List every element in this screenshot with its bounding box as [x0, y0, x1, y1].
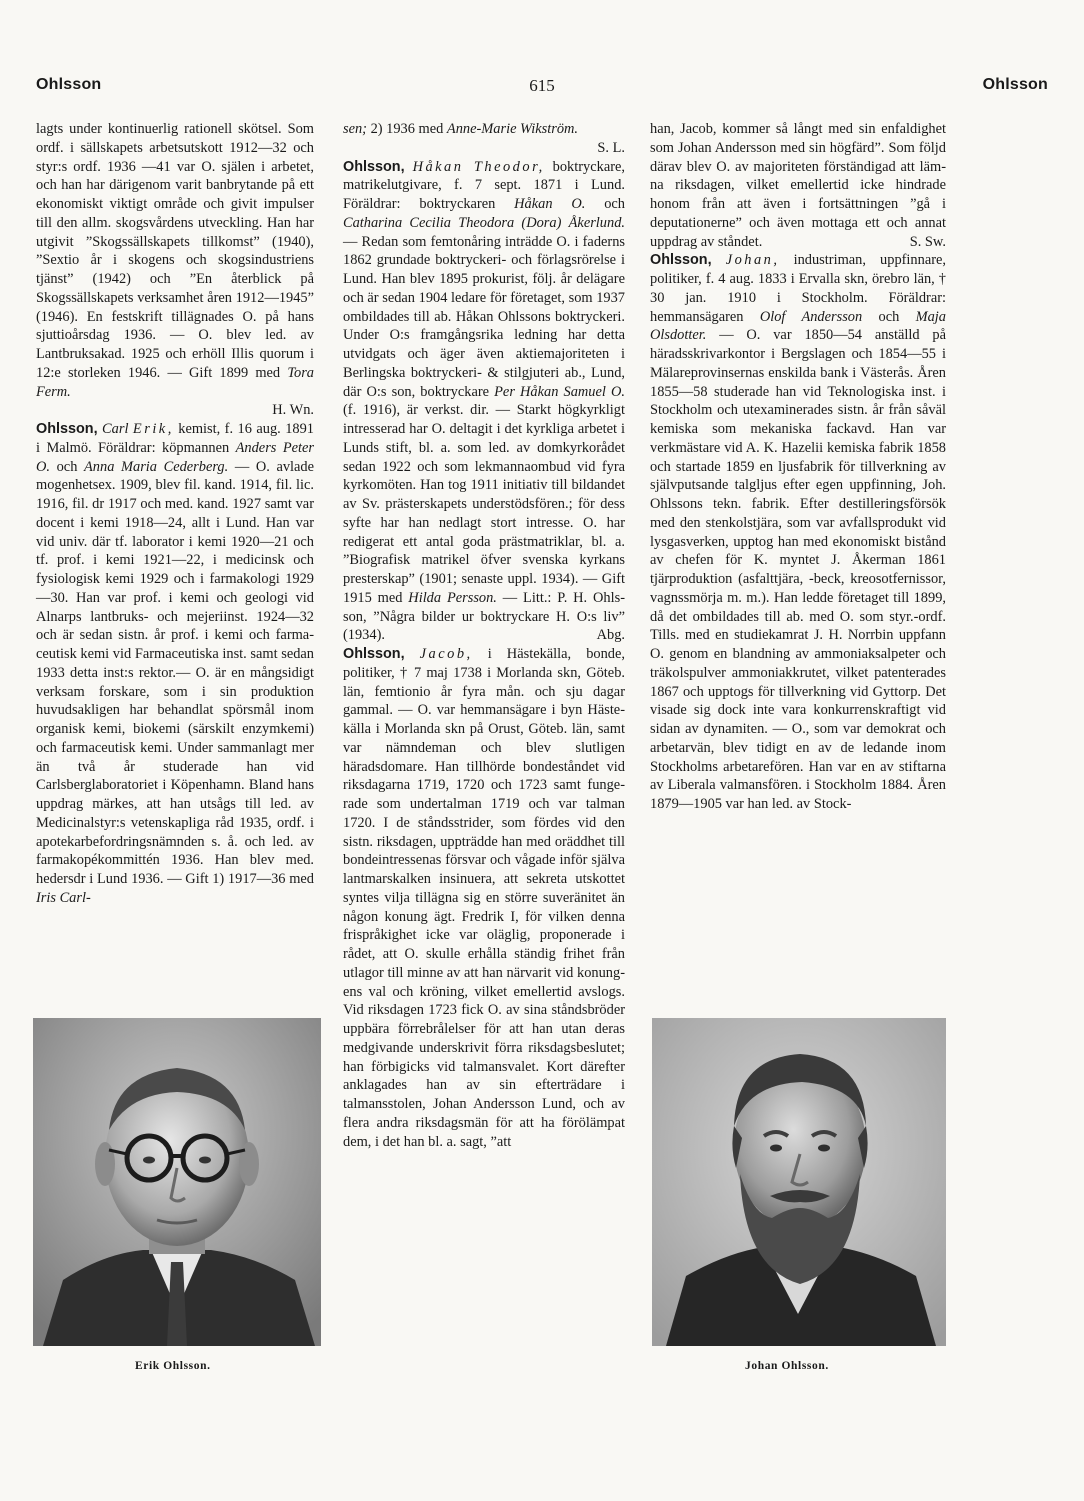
parent-name: Anders Peter O. [36, 439, 314, 475]
parent-name: Håkan O. [514, 196, 586, 212]
entry-continuation [650, 120, 946, 251]
entry-text: i Hästekälla, bonde, politiker, † 7 maj 1738 i Morlanda skn, Göteb. län, femtionio år fyra mån. och sju dagar gammal. — O. var hemmansägare i byn Hästekälla i Morlanda skn på Orust, Göteb. län, samt var nämndeman och blev slutligen häradsdomare. Han tillhörde bondeståndet vid riksdagarna 1719, 1720 och 1723 samt fungerade som undertalman 1719 och var talman 1720. I de ståndsstrider, som fördes vid den sistn. riksdagen, uppträdde han med oräddhet till bondeintressenas försvar och vågade inför själva lantmarskalken insinuera, att sekreta utskottet syntes vilja tillägna sig en större suveränitet än någon konung ägt. Fredrik I, för vilken denna frispråkighet icke var oläglig, proponerade i rådet, att O. skulle erhålla ständig frihet från utlagor till minne av att han närvarit vid konungens val och kröning, vilket emellertid avslogs. Vid riksdagen 1723 fick O. av sina ståndsbröder uppbära förrebrålelser för att han utan deras medgivande underskrivit förra riksdagsbeslutet; han förbigicks vid talmansvalet. Kort därefter anklagades han av sin efterträdare i talmansstolen, Johan Andersson Lund, och av flera andra riksdagsmän för att ha förölämpat dem, i det han bl. a. sagt, ”att [343, 646, 625, 1150]
entry-carl-erik [36, 420, 314, 908]
author-signature: S. L. [597, 139, 625, 156]
spouse-name: Anne-Marie Wikström. [446, 121, 579, 137]
portrait-photo [33, 1018, 321, 1346]
entry-text: kemist, f. 16 aug. 1891 i Malmö. Föräldrar: köpmannen [36, 421, 314, 456]
entry-headword: Ohlsson, [343, 158, 405, 175]
entry-callname: Erik, [132, 421, 174, 437]
spouse-name: Iris Carl- [36, 889, 91, 906]
page-number: 615 [529, 76, 555, 95]
conjunction: och [50, 458, 85, 475]
entry-text: — O. avlade mogenhetsex. 1909, blev fil. kand. 1914, fil. lic. 1916, fil. dr 1917 och med. kand. 1927 samt var docent i kemi 1918—24, allt i Lund. Han var vid univ. där tf. laborator i kemi 1920—21 och tf. prof. i kemi 1921—22, i medicinsk och fysiologisk kemi 1929 och i farmakologi 1929—30. Han var prof. i kemi och geologi vid Alnarps lantbruks- och mejeriinst. 1924—32 och är sedan sistn. år prof. i kemi och farmaceutisk kemi vid Farmaceutiska inst. samt sedan 1933 detta inst:s rektor.— O. är en mångsidigt verksam forskare, som i sin produktion huvudsakligen har behandlat spörsmål inom organisk kemi, biokemi (särskilt enzymkemi) och farmaceutisk kemi. Under sammanlagt mer än två år studerade han vid Carlsberglaboratoriet i Köpenhamn. Bland hans uppdrag märkes, att han utsågs till led. av Medicinalstyr:s vetenskapliga råd 1935, ordf. i apotekarbefordringsnämnden s. å. och led. av farmakopékommittén 1936. Han blev med. hedersdr i Lund 1936. — Gift 1) 1917—36 med [36, 458, 314, 887]
entry-hakan-theodor [343, 158, 625, 646]
portrait-caption-right: Johan Ohlsson. [745, 1360, 829, 1372]
entry-headword: Ohlsson, [650, 252, 712, 269]
spouse-name: Hilda Persson. [408, 589, 497, 606]
portrait-caption-left: Erik Ohlsson. [135, 1360, 211, 1372]
entry-text: lagts under kontinuerlig rationell skötsel. Som ordf. i sällskapets arbetsutskott 1912—32 och styr:s ordf. 1936 —41 var O. själen i arbetet, och han har därigenom varit banbrytande på ett ekonomiskt viktigt område och givit impulser till den allm. skogsvårdens utveckling. Han har utgivit ”Skogssällskapets tillkomst” (1940), ”Sextio år i skogens och skogsindustriens tjänst” (1942) och ”En återblick på Skogssällskapets verksamhet åren 1912—1945” (1946). En festskrift tillägnades O. på hans sjuttioårsdag 1936. — O. blev led. av Lantbruksakad. 1925 och erhöll Illis quorum i 12:e storleken 1946. — Gift 1899 med [36, 121, 314, 381]
entry-text: — O. var 1850—54 anställd på häradsskrivarkontor i Bergslagen och 1854—55 i Mälareprovinsernas enskilda bank i Västerås. Åren 1855—58 studerade han vid Teknologiska inst. i Stockholm och utexaminerades sistn. år från såväl kemiska som mekaniska fackavd. Han var verkmästare vid A. K. Hazelii kemiska fabrik 1858 och startade 1859 en ljusfabrik för tillverkning av självputsande talgljus efter egen uppfinning, Joh. Ohlssons tekn. fabrik. Efter destilleringsförsök med den stenkolstjära, som var avfallsprodukt vid lysgasverken, upptog han med ekonomiskt bistånd av chefen för K. myntet J. Åkerman 1861 tjärproduktion (asfalttjära, -beck, kreosotfernissor, vagnssmörja m. m.). Han ledde företaget till 1899, då det ombildades till ab. med O. som styr.-ordf. Tills. med en studiekamrat J. H. Norrbin uppfann O. genom en blandning av ammoniaksalpeter och träkolspulver ammoniakkrutet, vilket patenterades 1867 och upptogs för tillverkning vid Gyttorp. Det visade sig dock inte vara konkurrenskraftigt vid sidan av dynamiten. — O., som var demokrat och arbetarvän, blev tidigt en av de ledande inom Stockholms arbetarefören. Han var en av stiftarna av Liberala valmansfören. i Stockholm 1884. Åren 1879—1905 var han led. av Stock- [650, 327, 946, 812]
author-signature: Abg. [596, 627, 625, 644]
entry-headword: Ohlsson, [36, 421, 98, 437]
entry-text: industriman, uppfinnare, politiker, f. 4 aug. 1833 i Ervalla skn, örebro län, † 30 jan. 1910 i Stockholm. Föräldrar: hemmansägaren [650, 252, 946, 325]
entry-johan [650, 251, 946, 814]
parent-name: Catharina Cecilia Theodora (Dora) Åkerlund. [343, 214, 625, 231]
parent-name: Olof Andersson [759, 308, 863, 325]
entry-callname: Jacob, [419, 646, 473, 662]
portrait-johan-ohlsson [652, 1018, 946, 1346]
entry-text: — Redan som femtonåring inträdde O. i faderns 1862 grundade boktryckeri- och förlagsrörelse i Lund. Han blev 1895 prokurist, följ. år delägare och är sedan 1904 ledare för företaget, som 1937 ombildades till ab. Håkan Ohlssons boktryckeri. Under O:s framgångsrika ledning har detta utvidgats och äger även aktiemajoriteten i Berlingska boktryckeri- & stilgjuteri ab., Lund, där O:s son, boktryckare [343, 233, 625, 400]
spouse-name: Tora Ferm. [36, 364, 314, 400]
running-head-right: Ohlsson [982, 76, 1048, 93]
portrait-erik-ohlsson [33, 1018, 321, 1346]
conjunction: och [862, 308, 916, 325]
entry-jacob [343, 645, 625, 1151]
entry-continuation [343, 120, 625, 158]
column-left [36, 120, 314, 908]
entry-continuation [36, 120, 314, 420]
conjunction: och [585, 196, 625, 212]
running-head-left: Ohlsson [36, 76, 102, 93]
column-middle [343, 120, 625, 1151]
author-signature: H. Wn. [272, 402, 314, 419]
entry-text: 2) 1936 med [366, 121, 447, 137]
spouse-name: sen; [343, 121, 367, 137]
running-head [36, 76, 1048, 102]
author-signature: S. Sw. [909, 233, 946, 250]
portrait-photo [652, 1018, 946, 1346]
entry-callname: Håkan Theodor, [412, 158, 545, 175]
entry-text: (f. 1916), är verkst. dir. — Starkt högkyrkligt intresserad har O. deltagit i det kyrkliga arbetet i Lunds stift, bl. a. som led. av domkyrkorådet sedan 1922 och som lekmannaombud vid fyra kyrkomöten. Han tog 1911 initiativ till bildandet av Sv. prästerskapets understödsfören.; för dess syfte har han nedlagt stort intresse. O. har redigerat ett antal goda prästmatriklar, bl. a. ”Biografisk matrikel öfver svenska kyrkans presterskap” (1901; senaste uppl. 1934). — Gift 1915 med [343, 402, 625, 606]
son-name: Per Håkan Samuel O. [494, 383, 625, 400]
parent-name: Anna Maria Cederberg. [84, 458, 229, 475]
column-right [650, 120, 946, 814]
entry-text: — Litt.: P. H. Ohlsson, ”Några bilder ur boktryckare H. O:s liv” (1934). [343, 589, 625, 644]
entry-headword: Ohlsson, [343, 646, 405, 662]
entry-text: boktryckare, matrikelutgivare, f. 7 sept. 1871 i Lund. Föräldrar: boktryckaren [343, 158, 625, 212]
entry-firstname: Carl [102, 421, 129, 437]
entry-callname: Johan, [725, 252, 780, 269]
parent-name: Maja Olsdotter. [650, 308, 946, 344]
entry-text: han, Jacob, kommer så långt med sin enfaldighet som Johan Andersson med sin högfärd”. Som följd därav blev O. av majoriteten förständigad att lämna riksdagen, vilket emellertid icke hindrade honom från att även i fortsättningen ”gå i deputationerne” och även mottaga ett och annat uppdrag av ståndet. [650, 121, 946, 250]
